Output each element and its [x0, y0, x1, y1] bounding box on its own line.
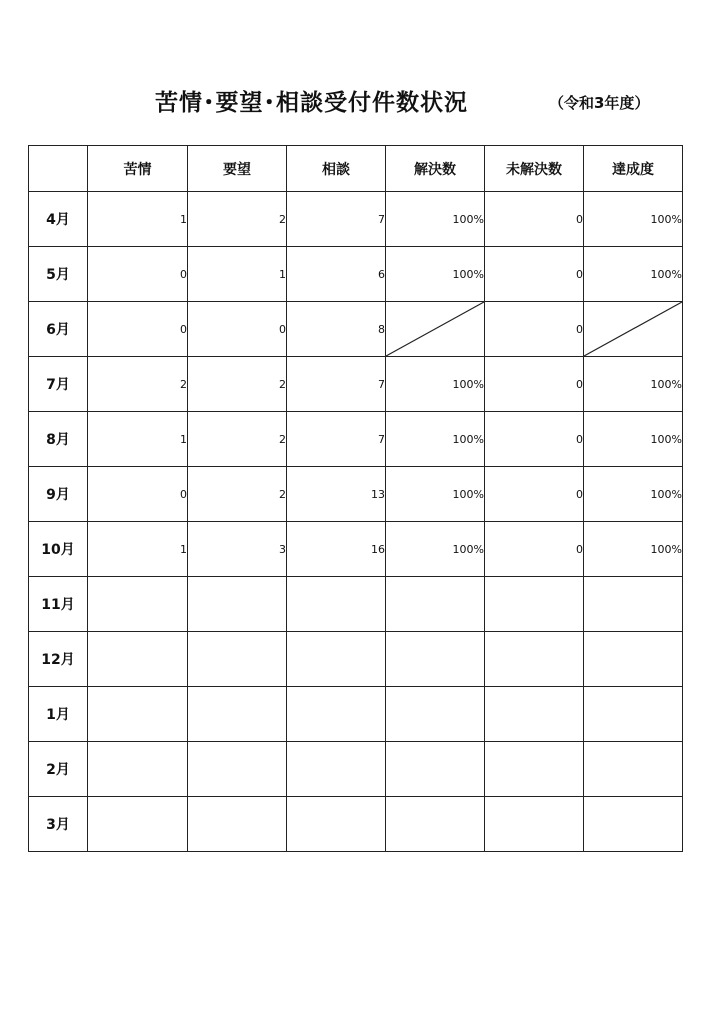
table-row: [29, 302, 683, 357]
month-cell: 5月: [29, 247, 88, 302]
achievement-cell: [584, 577, 683, 632]
header-complaints: 苦情: [88, 146, 188, 192]
achievement-cell: 100%: [584, 412, 683, 467]
month-cell: 9月: [29, 467, 88, 522]
achievement-cell: [584, 742, 683, 797]
requests-cell: 0: [188, 302, 287, 357]
complaints-cell: [88, 577, 188, 632]
header-consultations: 相談: [287, 146, 386, 192]
complaints-cell: 1: [88, 522, 188, 577]
requests-cell: 2: [188, 192, 287, 247]
unresolved-cell: 0: [485, 357, 584, 412]
month-cell: 4月: [29, 192, 88, 247]
consultations-cell: 8: [287, 302, 386, 357]
month-cell: 12月: [29, 632, 88, 687]
table-row: [29, 247, 683, 302]
consultations-cell: [287, 797, 386, 852]
achievement-cell: [584, 687, 683, 742]
header-row: [29, 146, 683, 192]
resolved-cell: [386, 797, 485, 852]
complaints-cell: 2: [88, 357, 188, 412]
month-cell: 8月: [29, 412, 88, 467]
achievement-cell: 100%: [584, 522, 683, 577]
achievement-cell: 100%: [584, 357, 683, 412]
consultations-cell: 7: [287, 357, 386, 412]
unresolved-cell: [485, 577, 584, 632]
table-row: [29, 192, 683, 247]
header-achievement: 達成度: [584, 146, 683, 192]
consultations-cell: 6: [287, 247, 386, 302]
achievement-cell: 100%: [584, 247, 683, 302]
complaints-table: [28, 145, 683, 852]
complaints-cell: [88, 632, 188, 687]
unresolved-cell: 0: [485, 412, 584, 467]
month-cell: 3月: [29, 797, 88, 852]
document-title: 苦情･要望･相談受付件数状況: [155, 90, 468, 116]
month-cell: 6月: [29, 302, 88, 357]
unresolved-cell: 0: [485, 192, 584, 247]
unresolved-cell: 0: [485, 522, 584, 577]
month-cell: 1月: [29, 687, 88, 742]
unresolved-cell: [485, 742, 584, 797]
achievement-cell: 100%: [584, 192, 683, 247]
requests-cell: 2: [188, 412, 287, 467]
table-row: [29, 632, 683, 687]
requests-cell: [188, 797, 287, 852]
resolved-cell: 100%: [386, 522, 485, 577]
diagonal-slash: [386, 302, 484, 356]
resolved-cell: [386, 687, 485, 742]
requests-cell: [188, 632, 287, 687]
table-row: [29, 577, 683, 632]
requests-cell: [188, 577, 287, 632]
requests-cell: 2: [188, 357, 287, 412]
month-cell: 10月: [29, 522, 88, 577]
consultations-cell: 16: [287, 522, 386, 577]
unresolved-cell: 0: [485, 302, 584, 357]
table-row: [29, 522, 683, 577]
table-row: [29, 797, 683, 852]
unresolved-cell: [485, 797, 584, 852]
requests-cell: 3: [188, 522, 287, 577]
resolved-cell: [386, 577, 485, 632]
consultations-cell: 7: [287, 412, 386, 467]
month-cell: 7月: [29, 357, 88, 412]
complaints-cell: 0: [88, 247, 188, 302]
header-corner: [29, 146, 88, 192]
consultations-cell: [287, 742, 386, 797]
resolved-cell: 100%: [386, 192, 485, 247]
header-resolved: 解決数: [386, 146, 485, 192]
table-row: [29, 742, 683, 797]
consultations-cell: [287, 577, 386, 632]
requests-cell: [188, 687, 287, 742]
month-cell: 2月: [29, 742, 88, 797]
resolved-cell: 100%: [386, 357, 485, 412]
consultations-cell: [287, 687, 386, 742]
table-row: [29, 467, 683, 522]
complaints-cell: [88, 687, 188, 742]
consultations-cell: [287, 632, 386, 687]
consultations-cell: 13: [287, 467, 386, 522]
resolved-cell: 100%: [386, 247, 485, 302]
complaints-cell: 0: [88, 467, 188, 522]
complaints-cell: 1: [88, 192, 188, 247]
unresolved-cell: 0: [485, 467, 584, 522]
month-cell: 11月: [29, 577, 88, 632]
complaints-cell: 0: [88, 302, 188, 357]
complaints-cell: 1: [88, 412, 188, 467]
table-row: [29, 357, 683, 412]
header-unresolved: 未解決数: [485, 146, 584, 192]
complaints-cell: [88, 797, 188, 852]
unresolved-cell: [485, 687, 584, 742]
requests-cell: 2: [188, 467, 287, 522]
resolved-cell-slashed: [386, 302, 485, 357]
resolved-cell: 100%: [386, 467, 485, 522]
resolved-cell: [386, 742, 485, 797]
diagonal-slash: [584, 302, 682, 356]
complaints-cell: [88, 742, 188, 797]
achievement-cell: [584, 797, 683, 852]
table-row: [29, 412, 683, 467]
fiscal-year-label: （令和3年度）: [549, 94, 650, 112]
consultations-cell: 7: [287, 192, 386, 247]
requests-cell: [188, 742, 287, 797]
requests-cell: 1: [188, 247, 287, 302]
unresolved-cell: 0: [485, 247, 584, 302]
header-requests: 要望: [188, 146, 287, 192]
resolved-cell: [386, 632, 485, 687]
achievement-cell-slashed: [584, 302, 683, 357]
table-row: [29, 687, 683, 742]
achievement-cell: 100%: [584, 467, 683, 522]
achievement-cell: [584, 632, 683, 687]
unresolved-cell: [485, 632, 584, 687]
resolved-cell: 100%: [386, 412, 485, 467]
